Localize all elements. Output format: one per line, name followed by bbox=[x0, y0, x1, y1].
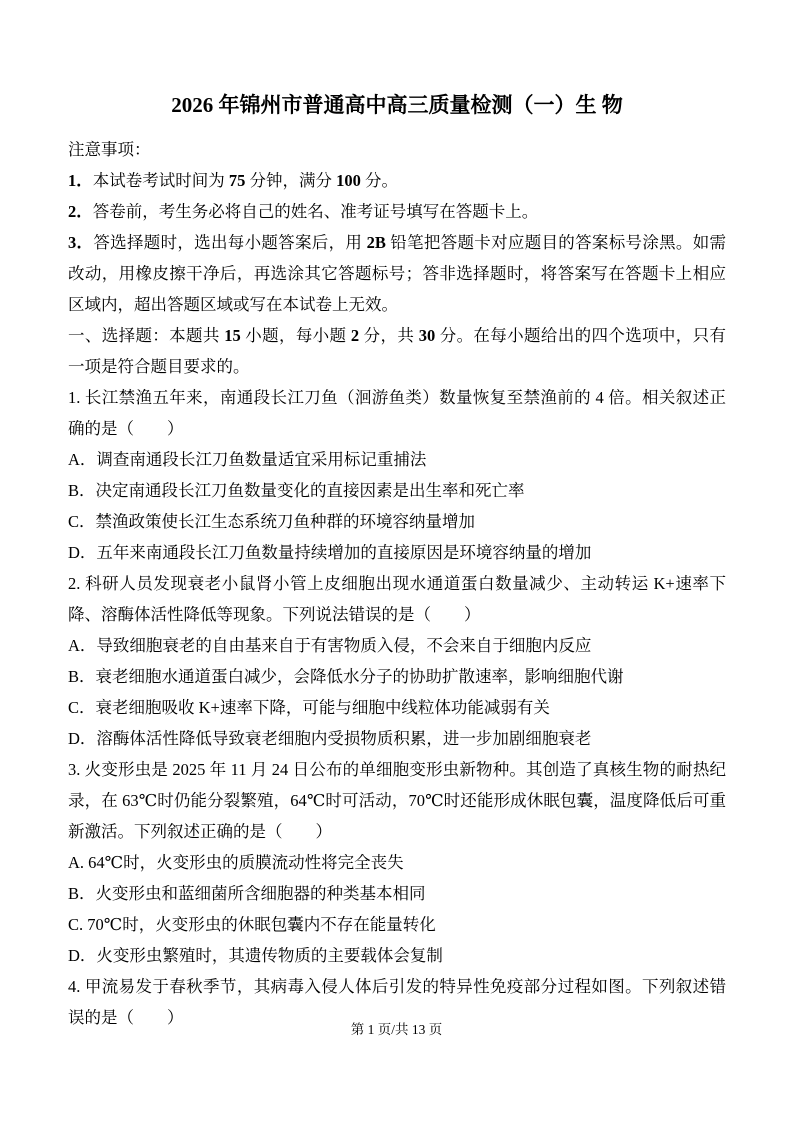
text-run: 铅笔把答题卡对应题目的答案标号涂黑。如需改动，用橡皮擦干净后，再选涂其它答题标号；答非选择题时，将答案写在答题卡上相应区域内，超出答题区域或写在本试卷上无效。 bbox=[68, 233, 727, 314]
page-number-footer: 第 1 页/共 13 页 bbox=[350, 1022, 443, 1037]
question-1-option-B: B．决定南通段长江刀鱼数量变化的直接因素是出生率和死亡率 bbox=[68, 481, 525, 500]
notice-item-1 bbox=[68, 165, 726, 196]
question-1-option-C: C．禁渔政策使长江生态系统刀鱼种群的环境容纳量增加 bbox=[68, 512, 476, 531]
question-2-option-D: D．溶酶体活性降低导致衰老细胞内受损物质积累，进一步加剧细胞衰老 bbox=[68, 729, 592, 748]
bold-text-run: 100 bbox=[336, 171, 361, 190]
text-run: 分钟，满分 bbox=[245, 171, 337, 190]
question-3-option-C: C. 70℃时，火变形虫的休眠包囊内不存在能量转化 bbox=[68, 915, 436, 934]
bold-text-run: 2． bbox=[68, 202, 93, 221]
questions-list bbox=[68, 382, 726, 1033]
text-run: 分，共 bbox=[359, 326, 419, 345]
notice-item-3 bbox=[68, 227, 726, 320]
question-3-option-D: D．火变形虫繁殖时，其遗传物质的主要载体会复制 bbox=[68, 946, 443, 965]
question-2-stem: 2. 科研人员发现衰老小鼠肾小管上皮细胞出现水通道蛋白数量减少、主动转运 K+速率下降、溶酶体活性降低等现象。下列说法错误的是（ ） bbox=[68, 574, 726, 624]
bold-text-run: 15 bbox=[224, 326, 241, 345]
text-run: 分。 bbox=[360, 171, 398, 190]
text-run: 一、选择题：本题共 bbox=[68, 326, 225, 345]
question-3-option-B: B．火变形虫和蓝细菌所含细胞器的种类基本相同 bbox=[68, 884, 426, 903]
text-run: 答卷前，考生务必将自己的姓名、准考证号填写在答题卡上。 bbox=[92, 202, 539, 221]
notice-heading: 注意事项： bbox=[68, 140, 151, 159]
text-run: 小题，每小题 bbox=[240, 326, 351, 345]
question-3-option-A: A. 64℃时，火变形虫的质膜流动性将完全丧失 bbox=[68, 853, 404, 872]
bold-text-run: 2 bbox=[350, 326, 360, 345]
page-content bbox=[68, 88, 726, 1033]
text-run: 分。在每小题给出的四个选项中，只有一项是符合题目要求的。 bbox=[68, 326, 727, 376]
question-2-option-C: C．衰老细胞吸收 K+速率下降，可能与细胞中线粒体功能减弱有关 bbox=[68, 698, 550, 717]
question-2-option-B: B．衰老细胞水通道蛋白减少，会降低水分子的协助扩散速率，影响细胞代谢 bbox=[68, 667, 624, 686]
notice-item-2 bbox=[68, 196, 726, 227]
text-run: 答选择题时，选出每小题答案后，用 bbox=[93, 233, 367, 252]
question-2-option-A: A．导致细胞衰老的自由基来自于有害物质入侵，不会来自于细胞内反应 bbox=[68, 636, 592, 655]
section-heading bbox=[68, 320, 726, 382]
text-run: 本试卷考试时间为 bbox=[92, 171, 229, 190]
bold-text-run: 2B bbox=[366, 233, 386, 252]
question-1-option-D: D．五年来南通段长江刀鱼数量持续增加的直接原因是环境容纳量的增加 bbox=[68, 543, 592, 562]
bold-text-run: 3． bbox=[68, 233, 94, 252]
bold-text-run: 30 bbox=[418, 326, 436, 345]
page-title: 2026 年锦州市普通高中高三质量检测（一）生 物 bbox=[171, 93, 623, 117]
question-1-option-A: A．调查南通段长江刀鱼数量适宜采用标记重捕法 bbox=[68, 450, 427, 469]
bold-text-run: 1． bbox=[68, 171, 93, 190]
question-4-stem: 4. 甲流易发于春秋季节，其病毒入侵人体后引发的特异性免疫部分过程如图。下列叙述错误的是（ ） bbox=[68, 977, 726, 1027]
question-3-stem: 3. 火变形虫是 2025 年 11 月 24 日公布的单细胞变形虫新物种。其创造了真核生物的耐热纪录，在 63℃时仍能分裂繁殖，64℃时可活动，70℃时还能形成休眠包囊，温度降低后可重新激活。下列叙述正确的是（ ） bbox=[68, 760, 726, 841]
bold-text-run: 75 bbox=[228, 171, 246, 190]
question-1-stem: 1. 长江禁渔五年来，南通段长江刀鱼（洄游鱼类）数量恢复至禁渔前的 4 倍。相关叙述正确的是（ ） bbox=[68, 388, 727, 438]
